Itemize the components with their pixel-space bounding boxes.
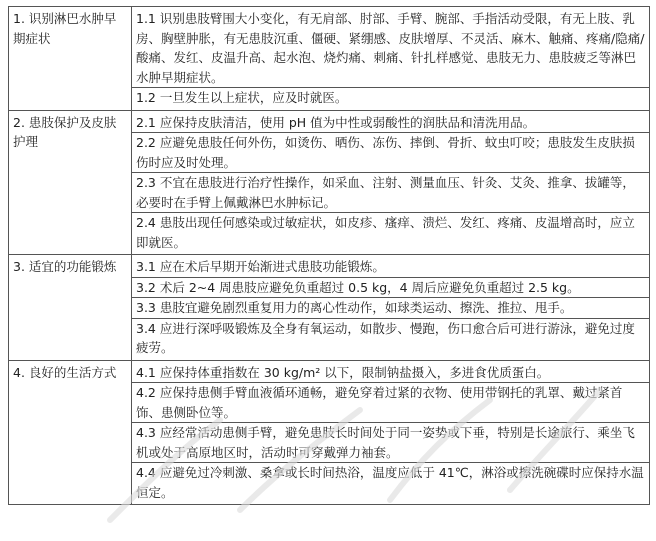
- list-item: 3.4 应进行深呼吸锻炼及全身有氧运动，如散步、慢跑，伤口愈合后可进行游泳，避免过度疲劳。: [132, 318, 649, 358]
- category-cell: 3. 适宜的功能锻炼: [9, 255, 132, 361]
- list-item: 4.3 应经常活动患侧手臂，避免患肢长时间处于同一姿势或下垂，特别是长途旅行、乘坐飞机或处于高原地区时，活动时可穿戴弹力袖套。: [132, 422, 649, 462]
- list-item: 4.1 应保持体重指数在 30 kg/m² 以下，限制钠盐摄入，多进食优质蛋白。: [136, 364, 550, 380]
- list-item: 3.3 患肢宜避免剧烈重复用力的离心性动作，如球类运动、擦洗、推拉、甩手。: [132, 297, 649, 318]
- table-row: [9, 110, 650, 255]
- list-item: 4.2 应保持患侧手臂血液循环通畅，避免穿着过紧的衣物、使用带钢托的乳罩、戴过紧首饰、患侧卧位等。: [132, 382, 649, 422]
- lymphedema-guidance-table: [8, 6, 650, 505]
- content-cell: [132, 255, 650, 361]
- list-item: 1.1 识别患肢臂围大小变化，有无肩部、肘部、手臂、腕部、手指活动受限，有无上肢、乳房、胸壁肿胀，有无患肢沉重、僵硬、紧绷感、皮肤增厚、不灵活、麻木、触痛、疼痛/隐痛/酸痛、发红、皮温升高、起水泡、烧灼痛、刺痛、针扎样感觉、患肢无力、患肢疲乏等淋巴水肿早期症状。: [136, 11, 645, 85]
- list-item: 2.3 不宜在患肢进行治疗性操作，如采血、注射、测量血压、针灸、艾灸、推拿、拔罐等，必要时在手臂上佩戴淋巴水肿标记。: [132, 172, 649, 212]
- list-item: 2.1 应保持皮肤清洁，使用 pH 值为中性或弱酸性的润肤品和清洗用品。: [136, 114, 536, 130]
- list-item: 2.4 患肢出现任何感染或过敏症状，如皮疹、瘙痒、溃烂、发红、疼痛、皮温增高时，应立即就医。: [132, 212, 649, 252]
- category-cell: 2. 患肢保护及皮肤护理: [9, 110, 132, 255]
- table-row: [9, 7, 650, 111]
- table-row: [9, 360, 650, 505]
- list-item: 4.4 应避免过冷刺激、桑拿或长时间热浴，温度应低于 41℃，淋浴或擦洗碗碟时应保持水温恒定。: [132, 462, 649, 502]
- content-cell: [132, 7, 650, 111]
- list-item: 1.2 一旦发生以上症状，应及时就医。: [132, 87, 649, 108]
- content-cell: [132, 110, 650, 255]
- table-row: [9, 255, 650, 361]
- list-item: 3.1 应在术后早期开始渐进式患肢功能锻炼。: [136, 259, 385, 274]
- category-cell: 1. 识别淋巴水肿早期症状: [9, 7, 132, 111]
- list-item: 2.2 应避免患肢任何外伤，如烫伤、晒伤、冻伤、摔倒、骨折、蚊虫叮咬；患肢发生皮肤损伤时应及时处理。: [132, 132, 649, 172]
- category-cell: 4. 良好的生活方式: [9, 360, 132, 505]
- content-cell: [132, 360, 650, 505]
- list-item: 3.2 术后 2~4 周患肢应避免负重超过 0.5 kg，4 周后应避免负重超过 2.5 kg。: [132, 277, 649, 298]
